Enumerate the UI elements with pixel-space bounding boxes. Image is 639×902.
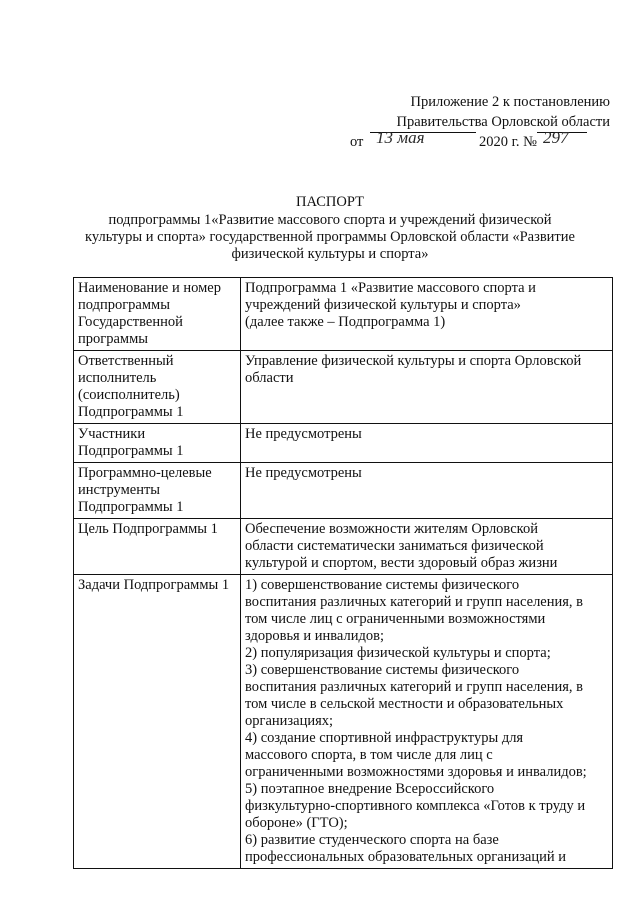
subtitle-line-1: подпрограммы 1«Развитие массового спорта и учреждений физической bbox=[108, 212, 552, 228]
row-value-cell bbox=[241, 519, 613, 575]
row-value-line: 6) развитие студенческого спорта на базе bbox=[245, 832, 499, 848]
row-label-cell bbox=[74, 351, 241, 424]
row-value-line: профессиональных образовательных организаций и bbox=[245, 849, 567, 865]
row-value-line: массового спорта, в том числе для лиц с bbox=[245, 747, 493, 763]
row-value-line: том числе лиц с ограниченными возможностями bbox=[245, 611, 546, 627]
row-value-line: Управление физической культуры и спорта Орловской bbox=[245, 353, 582, 369]
row-label-line: Подпрограммы 1 bbox=[78, 499, 184, 515]
row-label-line: Государственной bbox=[78, 314, 183, 330]
row-label-line: (соисполнитель) bbox=[78, 387, 180, 403]
row-value-line: физкультурно-спортивного комплекса «Готов к труду и bbox=[245, 798, 586, 814]
appendix-line-2: Правительства Орловской области bbox=[396, 114, 610, 130]
row-value-cell bbox=[241, 463, 613, 519]
row-label-cell bbox=[74, 424, 241, 463]
row-value-line: воспитания различных категорий и групп населения, в bbox=[245, 679, 584, 695]
row-value-line: организациях; bbox=[245, 713, 334, 729]
row-value-line: области систематически заниматься физической bbox=[245, 538, 544, 554]
row-value-line: воспитания различных категорий и групп населения, в bbox=[245, 594, 584, 610]
table-row bbox=[74, 351, 613, 424]
row-label-line: инструменты bbox=[78, 482, 161, 498]
row-value-line: (далее также – Подпрограмма 1) bbox=[245, 314, 446, 330]
handwritten-date: 13 мая bbox=[376, 128, 425, 147]
row-value-line: Подпрограмма 1 «Развитие массового спорта и bbox=[245, 280, 536, 296]
table-row bbox=[74, 463, 613, 519]
row-label-cell bbox=[74, 463, 241, 519]
resolution-date-number bbox=[340, 128, 610, 152]
row-value-line: 5) поэтапное внедрение Всероссийского bbox=[245, 781, 495, 797]
row-label-line: подпрограммы bbox=[78, 297, 170, 313]
row-value-cell bbox=[241, 575, 613, 869]
document-title-block bbox=[60, 194, 600, 263]
table-row bbox=[74, 519, 613, 575]
row-label-cell bbox=[74, 575, 241, 869]
row-value-line: культурой и спортом, вести здоровый образ жизни bbox=[245, 555, 558, 571]
table-row bbox=[74, 424, 613, 463]
row-label-line: Задачи Подпрограммы 1 bbox=[78, 577, 230, 593]
row-value-line: Не предусмотрены bbox=[245, 465, 362, 481]
row-label-line: исполнитель bbox=[78, 370, 157, 386]
row-value-line: учреждений физической культуры и спорта» bbox=[245, 297, 521, 313]
row-value-line: 2) популяризация физической культуры и спорта; bbox=[245, 645, 551, 661]
row-label-line: Участники bbox=[78, 426, 146, 442]
row-value-cell bbox=[241, 424, 613, 463]
document-title: ПАСПОРТ bbox=[296, 194, 364, 210]
table-row bbox=[74, 575, 613, 869]
row-label-cell bbox=[74, 278, 241, 351]
row-value-line: обороне» (ГТО); bbox=[245, 815, 348, 831]
row-value-line: 3) совершенствование системы физического bbox=[245, 662, 520, 678]
row-label-line: Подпрограммы 1 bbox=[78, 443, 184, 459]
row-value-line: 1) совершенствование системы физического bbox=[245, 577, 520, 593]
appendix-line-1: Приложение 2 к постановлению bbox=[410, 94, 610, 110]
row-value-cell bbox=[241, 351, 613, 424]
row-label-line: Подпрограммы 1 bbox=[78, 404, 184, 420]
row-value-line: Не предусмотрены bbox=[245, 426, 362, 442]
row-label-line: Наименование и номер bbox=[78, 280, 221, 296]
row-label-line: Ответственный bbox=[78, 353, 174, 369]
row-label-line: Цель Подпрограммы 1 bbox=[78, 521, 218, 537]
row-label-cell bbox=[74, 519, 241, 575]
year-label: 2020 г. № bbox=[479, 134, 538, 150]
from-label: от bbox=[350, 134, 364, 150]
handwritten-number: 297 bbox=[543, 128, 569, 147]
row-label-line: Программно-целевые bbox=[78, 465, 212, 481]
table-row bbox=[74, 278, 613, 351]
subtitle-line-2: культуры и спорта» государственной программы Орловской области «Развитие bbox=[85, 229, 575, 245]
row-value-line: ограниченными возможностями здоровья и инвалидов; bbox=[245, 764, 587, 780]
row-value-line: 4) создание спортивной инфраструктуры для bbox=[245, 730, 524, 746]
subtitle-line-3: физической культуры и спорта» bbox=[231, 246, 429, 262]
row-label-line: программы bbox=[78, 331, 148, 347]
row-value-cell bbox=[241, 278, 613, 351]
row-value-line: здоровья и инвалидов; bbox=[245, 628, 384, 644]
passport-table bbox=[73, 277, 613, 869]
row-value-line: области bbox=[245, 370, 294, 386]
row-value-line: Обеспечение возможности жителям Орловской bbox=[245, 521, 538, 537]
row-value-line: том числе в сельской местности и образовательных bbox=[245, 696, 564, 712]
appendix-header bbox=[340, 92, 610, 152]
